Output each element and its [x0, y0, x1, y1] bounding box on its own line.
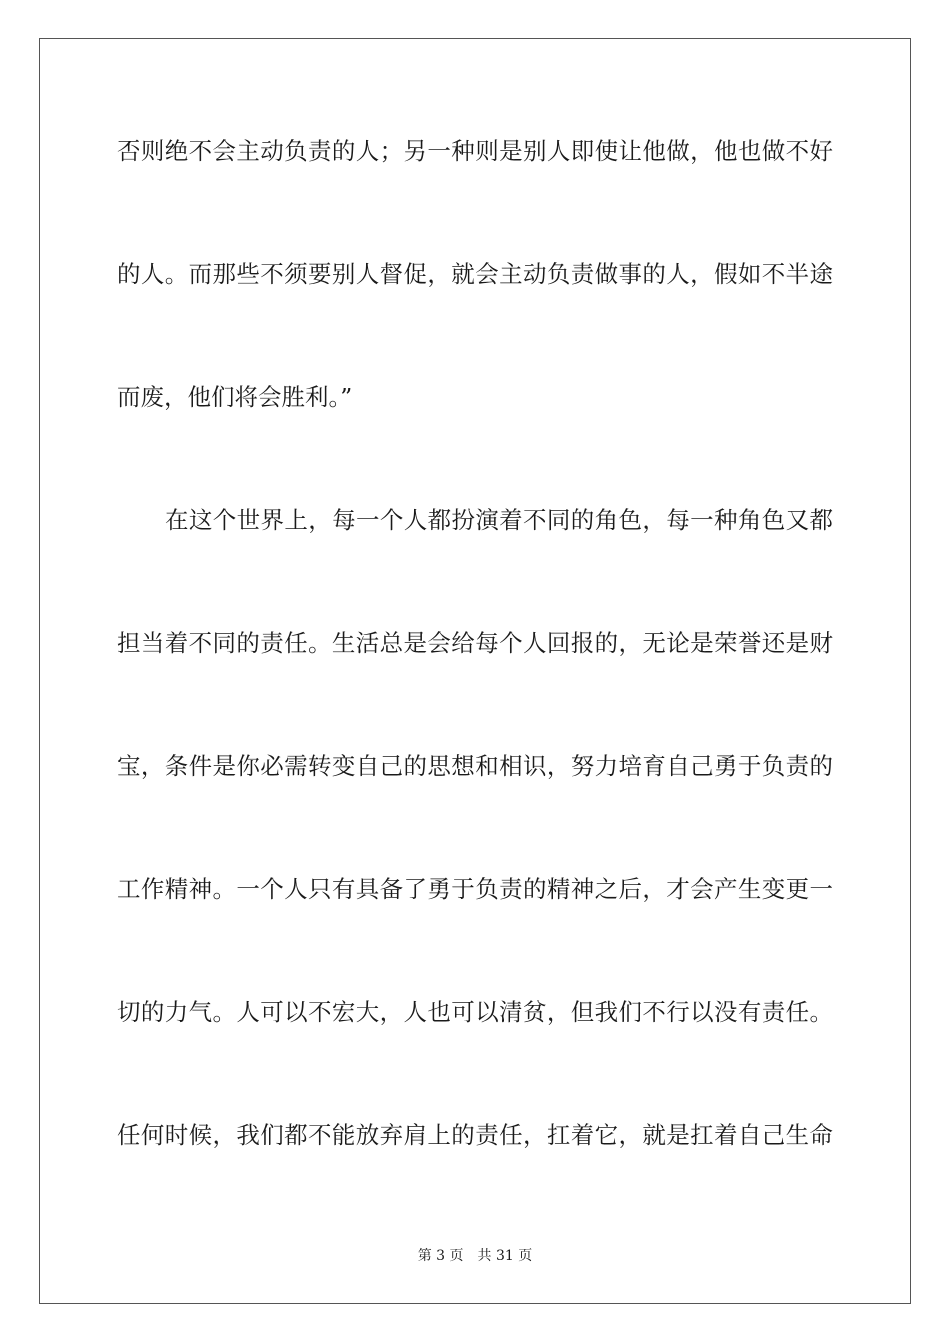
paragraph-line: 宝，条件是你必需转变自己的思想和相识，努力培育自己勇于负责的 — [117, 752, 833, 780]
paragraph-line: 的人。而那些不须要别人督促，就会主动负责做事的人，假如不半途 — [117, 260, 833, 288]
paragraph-line: 否则绝不会主动负责的人；另一种则是别人即使让他做，他也做不好 — [117, 137, 833, 165]
paragraph-line: 任何时候，我们都不能放弃肩上的责任，扛着它，就是扛着自己生命 — [117, 1121, 833, 1149]
paragraph-line: 切的力气。人可以不宏大，人也可以清贫，但我们不行以没有责任。 — [117, 998, 833, 1026]
page-border — [39, 38, 911, 1304]
paragraph-line: 工作精神。一个人只有具备了勇于负责的精神之后，才会产生变更一 — [117, 875, 833, 903]
paragraph-line: 担当着不同的责任。生活总是会给每个人回报的，无论是荣誉还是财 — [117, 629, 833, 657]
paragraph-line: 而废，他们将会胜利。” — [117, 383, 353, 411]
total-pages: 共 31 页 — [477, 1248, 533, 1264]
paragraph-line: 在这个世界上，每一个人都扮演着不同的角色，每一种角色又都 — [165, 506, 833, 534]
page-number: 第 3 页 — [417, 1248, 464, 1264]
page-footer — [0, 1246, 950, 1266]
